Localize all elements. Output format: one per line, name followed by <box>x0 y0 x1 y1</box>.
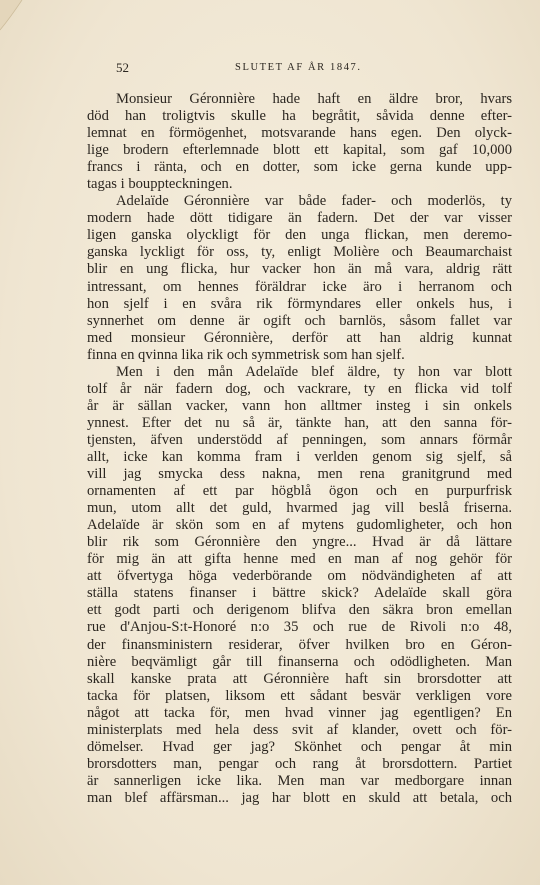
text-line: att öfvertyga höga vederbörande om nödvändigheten af att <box>87 568 512 585</box>
text-line: hon sjelf i en svåra rik förmyndares eller onkels hus, i <box>87 295 512 312</box>
page-number: 52 <box>116 60 129 75</box>
text-line: ornamenten af ett par högblå ögon och en purpurfrisk <box>87 483 512 500</box>
text-line: år är sällan vacker, vann hon alltmer insteg i sin onkels <box>87 397 512 414</box>
text-line: blir en ung flicka, hur vacker hon än må vara, aldrig rätt <box>87 261 512 278</box>
text-line: ministerplats med hela dess svit af klander, ovett och för- <box>87 721 512 738</box>
text-line: ett godt parti och derigenom blifva den säkra bron emellan <box>87 602 512 619</box>
text-line: är sannerligen icke lika. Men man var medborgare innan <box>87 772 512 789</box>
text-line: intressant, om hennes föräldrar icke äro i herranom och <box>87 278 512 295</box>
paragraph <box>87 91 512 193</box>
text-line: man blef affärsman... jag har blott en skuld att betala, och <box>87 789 512 806</box>
text-line: Men i den mån Adelaïde blef äldre, ty hon var blott <box>116 363 512 380</box>
text-line: ganska lyckligt för oss, ty, enligt Molière och Beaumarchaist <box>87 244 512 261</box>
text-line: ställa statens finanser i bättre skick? Adelaïde skall göra <box>87 585 512 602</box>
text-line: Monsieur Géronnière hade haft en äldre bror, hvars <box>116 91 512 107</box>
text-line: synnerhet om denne är ogift och barnlös, såsom fallet var <box>87 312 512 329</box>
text-line: brorsdotters man, pengar och rang åt brorsdottern. Partiet <box>87 755 512 772</box>
text-line: nière beqvämligt går till finanserna och odödligheten. Man <box>87 653 512 670</box>
text-line: blir rik som Géronnière den yngre... Hvad är då lättare <box>87 534 512 551</box>
body-text <box>87 91 512 807</box>
text-line: tolf år när fadern dog, och vackrare, ty en flicka vid tolf <box>87 380 512 397</box>
text-line: med monsieur Géronnière, derför att han aldrig kunnat <box>87 329 512 346</box>
text-line: der finansministern residerar, öfver hvilken bro en Géron- <box>87 636 512 653</box>
text-line: Adelaïde är skön som en af mytens gudomligheter, och hon <box>87 517 512 534</box>
paragraph <box>87 193 512 363</box>
text-line: ligen ganska olyckligt för den unga flickan, men deremo- <box>87 227 512 244</box>
text-line: modern hade dött tidigare än fadern. Det der var visser <box>87 210 512 227</box>
text-line: ynnest. Efter det nu så är, tänkte han, att den sanna för- <box>87 414 512 431</box>
running-title: SLUTET AF ÅR 1847. <box>235 62 362 73</box>
text-line: något att tacka för, men hvad vinner jag egentligen? En <box>87 704 512 721</box>
text-line: tagas i bouppteckningen. <box>87 176 233 193</box>
folded-corner-mark <box>0 0 60 60</box>
text-line: dömelser. Hvad ger jag? Skönhet och pengar åt min <box>87 738 512 755</box>
text-line: finna en qvinna lika rik och symmetrisk som han sjelf. <box>87 346 405 363</box>
text-line: Adelaïde Géronnière var både fader- och moderlös, ty <box>116 193 512 210</box>
text-line: för mig än att gifta henne med en man af nog gehör för <box>87 551 512 568</box>
text-line: död han troligtvis skulle ha begråtit, såvida denne efter- <box>87 108 512 125</box>
text-line: mun, utom allt det guld, hvarmed jag vill beslå friserna. <box>87 500 512 517</box>
text-line: vill jag smycka dess nakna, men rena granitgrund med <box>87 466 512 483</box>
text-line: tacka för platsen, liksom ett sådant besvär verkligen vore <box>87 687 512 704</box>
text-line: lige brodern efterlemnade blott ett kapital, som gaf 10,000 <box>87 142 512 159</box>
text-line: francs i ränta, och en dotter, som icke gerna kunde upp- <box>87 159 512 176</box>
text-line: skall kanske prata att Géronnière haft sin brorsdotter att <box>87 670 512 687</box>
text-line: tjensten, äfven understödd af penningen, som annars förmår <box>87 431 512 448</box>
text-line: allt, icke kan komma fram i verlden genom sig sjelf, så <box>87 448 512 465</box>
text-line: lemnat en förmögenhet, motsvarande hans egen. Den olyck- <box>87 125 512 142</box>
paragraph <box>87 364 512 807</box>
text-line: rue d'Anjou-S:t-Honoré n:o 35 och rue de Rivoli n:o 48, <box>87 619 512 636</box>
running-head <box>116 60 502 78</box>
